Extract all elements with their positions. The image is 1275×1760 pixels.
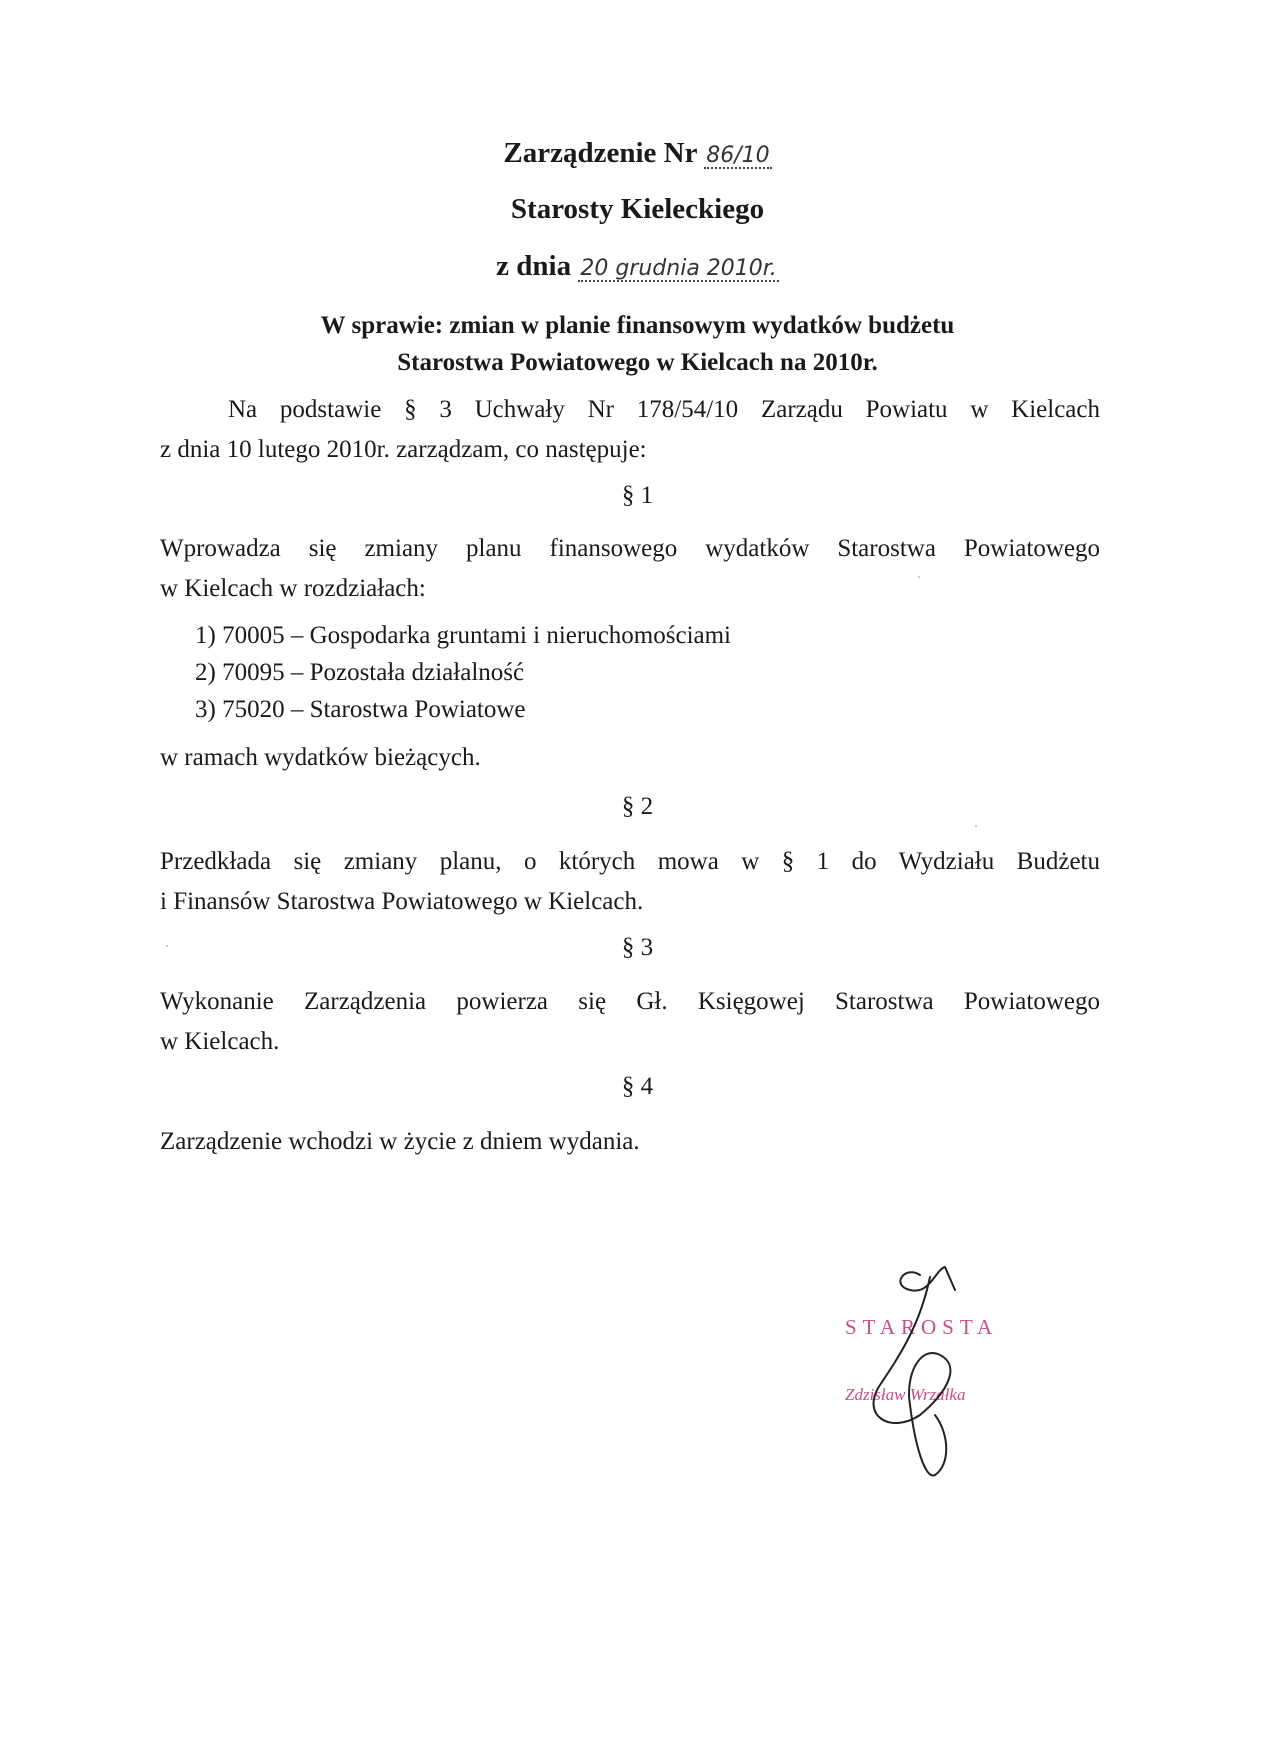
order-date-handwritten: 20 grudnia 2010r.: [580, 256, 777, 281]
section-symbol: § 2: [621, 793, 654, 820]
order-title: [0, 137, 1275, 170]
section-2-text: [160, 842, 1100, 922]
order-date: [0, 250, 1275, 283]
section-symbol: § 1: [621, 482, 654, 509]
stamp-title: STAROSTA: [845, 1315, 999, 1339]
section-line: Wprowadza się zmiany planu finansowego wydatków Starostwa Powiatowego: [160, 535, 1100, 562]
order-title-prefix: Zarządzenie Nr: [503, 137, 697, 169]
list-item: 1) 70005 – Gospodarka gruntami i nieruchomościami: [195, 622, 731, 649]
subject-line: Starostwa Powiatowego w Kielcach na 2010r.: [397, 349, 878, 376]
subject-line: W sprawie: zmian w planie finansowym wydatków budżetu: [320, 312, 955, 339]
scan-speck: [918, 576, 920, 578]
list-item: 3) 75020 – Starostwa Powiatowe: [195, 696, 526, 723]
section-1-text: [160, 529, 1100, 609]
scan-speck: [166, 945, 168, 947]
preamble-line: Na podstawie § 3 Uchwały Nr 178/54/10 Zarządu Powiatu w Kielcach: [228, 396, 1100, 423]
preamble: [160, 390, 1100, 470]
section-line: w Kielcach w rozdziałach:: [160, 575, 426, 602]
chapter-list: [195, 617, 731, 728]
order-number-handwritten: 86/10: [706, 143, 770, 168]
section-symbol: § 4: [621, 1073, 654, 1100]
order-date-prefix: z dnia: [496, 250, 572, 282]
list-item: 2) 70095 – Pozostała działalność: [195, 659, 525, 686]
section-1-after: [160, 738, 1100, 778]
preamble-line: z dnia 10 lutego 2010r. zarządzam, co następuje:: [160, 436, 647, 463]
section-line: w ramach wydatków bieżących.: [160, 744, 481, 771]
order-subject: [0, 307, 1275, 381]
section-line: Przedkłada się zmiany planu, o których mowa w § 1 do Wydziału Budżetu: [160, 848, 1100, 875]
section-line: Zarządzenie wchodzi w życie z dniem wydania.: [160, 1128, 640, 1155]
section-line: Wykonanie Zarządzenia powierza się Gł. Księgowej Starostwa Powiatowego: [160, 988, 1100, 1015]
section-3-text: [160, 982, 1100, 1062]
section-symbol: § 3: [621, 934, 654, 961]
stamp-name: Zdzisław Wrzałka: [845, 1385, 966, 1404]
signature-scribble: [860, 1265, 990, 1485]
scan-speck: [975, 825, 977, 827]
section-line: i Finansów Starostwa Powiatowego w Kielcach.: [160, 888, 644, 915]
section-4-text: [160, 1122, 1100, 1162]
order-issuer: Starosty Kieleckiego: [510, 193, 765, 225]
section-line: w Kielcach.: [160, 1028, 280, 1055]
